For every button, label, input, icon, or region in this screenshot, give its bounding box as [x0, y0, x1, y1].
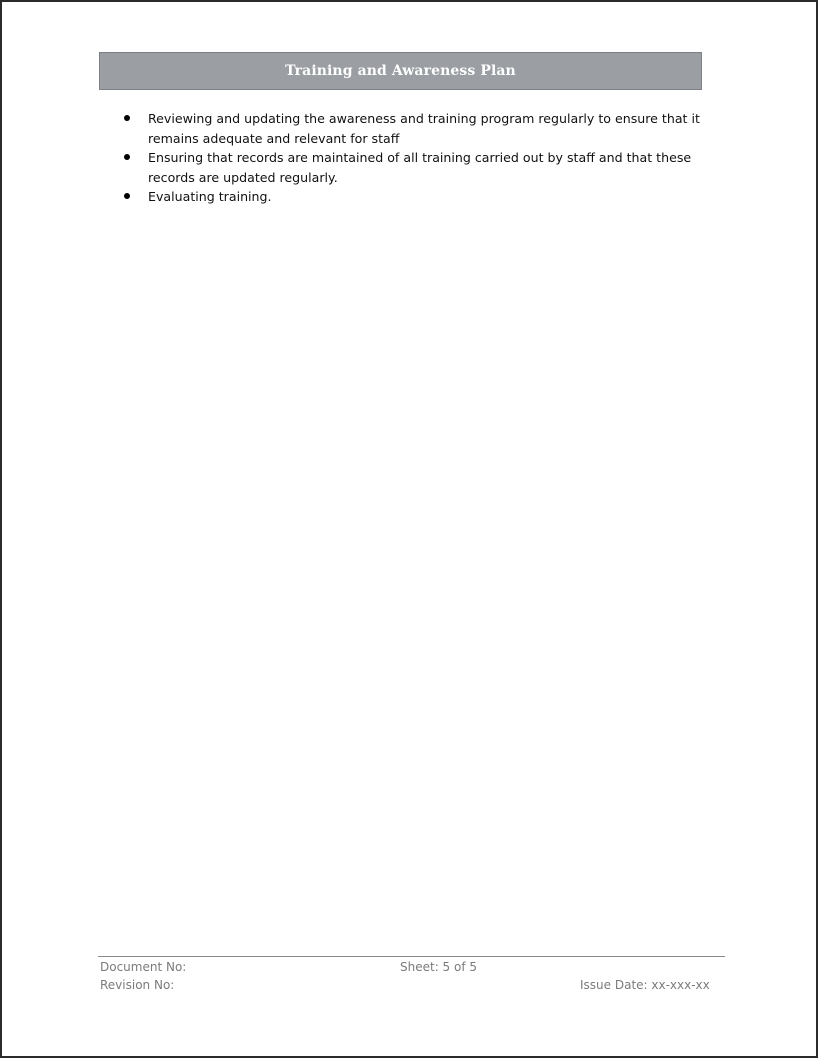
- list-item: [122, 187, 722, 207]
- list-item-text: Evaluating training.: [148, 189, 272, 204]
- bullet-icon: [124, 115, 130, 121]
- footer-document-no: Document No:: [100, 960, 187, 974]
- footer-sheet-number: Sheet: 5 of 5: [400, 960, 478, 974]
- section-title: Training and Awareness Plan: [285, 63, 516, 79]
- footer-revision-no: Revision No:: [100, 978, 175, 992]
- section-title-bar: [99, 52, 702, 90]
- list-item-text: Ensuring that records are maintained of all training carried out by staff and that these records are updated regularly.: [148, 150, 692, 185]
- list-item: [122, 109, 722, 148]
- bullet-list: [122, 109, 722, 207]
- bullet-icon: [124, 154, 130, 160]
- list-item-text: Reviewing and updating the awareness and training program regularly to ensure that it remains adequate and relevant for staff: [148, 111, 700, 146]
- bullet-icon: [124, 193, 130, 199]
- footer-issue-date: Issue Date: xx-xxx-xx: [580, 978, 710, 992]
- footer-divider: [98, 956, 725, 957]
- list-item: [122, 148, 722, 187]
